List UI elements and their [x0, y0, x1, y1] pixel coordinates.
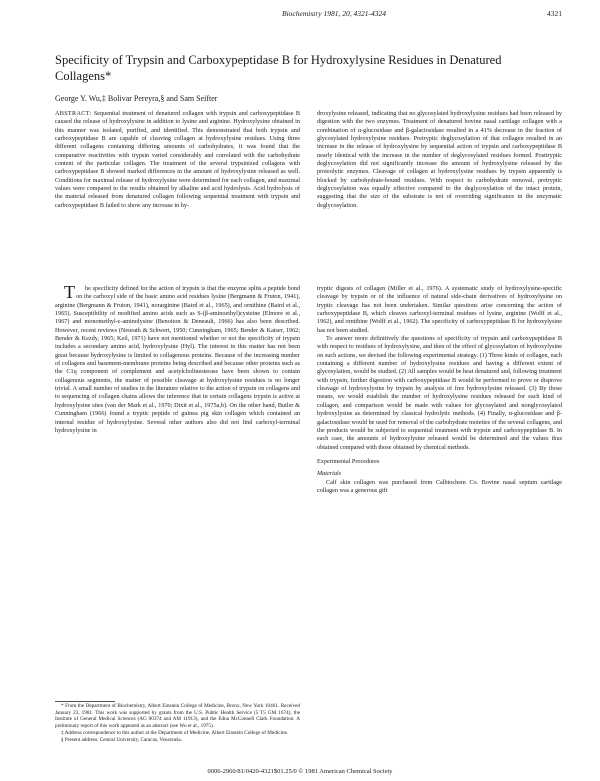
materials-paragraph: Calf skin collagen was purchased from Calbiochem Co. Bovine nasal septum cartilage collagen was a generous gift — [317, 478, 562, 494]
body-left-column — [55, 282, 300, 435]
intro-continuation: tryptic digests of collagen (Miller et al., 1976). A systematic study of hydroxylysine-specific cleavage by trypsin or of the influence of natural side-chain derivatives of hydroxylysine on tryptic cleavage has not been undertaken. Similar questions arise concerning the action of carboxypeptidase B, which cleaves carboxyl-terminal residues of lysine, arginine (Wolff et al., 1962), and ornithine (Wolff et al., 1962). The specificity of carboxypeptidase B for hydroxylysine has not been studied. — [317, 285, 562, 334]
strategy-paragraph: To answer more definitively the questions of specificity of trypsin and carboxypeptidase B with respect to residues of hydroxylysine, and then of the effect of glycosylation of hydroxylysine on such actions, we devised the following experimental strategy. (1) Three kinds of collagen, each containing a different number of hydroxylysine residues and having a different extent of glycosylation, would be studied. (2) All samples would be heat denatured and, following treatment with trypsin, further digestion with carboxypeptidase B would be performed to prove or disprove cleavage of hydroxylysine by trypsin by analysis of free hydroxylysine released. (3) By those means, we would establish the number of hydroxylysine residues released for each kind of collagen, and comparison would be made with values for glycosylated and nonglycosylated hydroxylysine as determined by classical hydrolytic methods. (4) Finally, α-glucosidase and β-galactosidase would be used for removal of the carbohydrate moieties of the several collagens, and the products would be subjected to sequential treatment with trypsin and carboxypeptidase B. In each case, the amounts of hydroxylysine released would be determined and the values thus obtained compared with those obtained by chemical methods. — [317, 335, 562, 451]
footnote-1: * From the Department of Biochemistry, Albert Einstein College of Medicine, Bronx, New York 10461. Received January 23, 1981. This work was supported by grants from the U.S. Public Health Service (5 T5 GM 1674), the Institute of General Medical Sciences (AG 00374 and AM 11913), and the Edna McConnell Clark Foundation. A preliminary report of this work appeared as an abstract (see Wu et al., 1975). — [55, 703, 300, 730]
footnotes — [55, 703, 300, 743]
article-title: Specificity of Trypsin and Carboxypeptidase B for Hydroxylysine Residues in Denatured Collagens* — [55, 53, 502, 83]
running-header-page-number: 4321 — [547, 9, 562, 18]
running-header-journal: Biochemistry 1981, 20, 4321-4324 — [282, 9, 386, 18]
drop-cap: T — [64, 282, 75, 302]
intro-paragraph — [55, 282, 300, 435]
abstract-paragraph-left — [55, 110, 300, 210]
abstract-text-left: Sequential treatment of denatured collagen with trypsin and carboxypeptidase B caused the release of hydroxylysine in addition to lysine and arginine. Hydroxylysine obtained in this manner was isolated, purified, and identified. This demonstrated that both trypsin and carboxypeptidase B are capable of cleaving collagen at hydroxylysine residues. Using three different collagens containing differing amounts of carbohydrates, it was found that the comparative reactivities with trypsin varied considerably and correlated with the carbohydrate content of the particular collagen. The treatment of the several trypsinized collagens with carboxypeptidase B showed marked differences in the amount of hydroxylysine released as well. Conditions for maximal release of hydroxylysine were determined for each collagen, and maximal values were compared to the results obtained by alkaline and acid hydrolysis. Acid hydrolysis of the material released from denatured collagen following sequential treatment with trypsin and carboxypeptidase B failed to show any increase in hy- — [55, 110, 300, 209]
author-line: George Y. Wu,‡ Bolivar Pereyra,§ and Sam Seifter — [55, 94, 218, 103]
body-right-column — [317, 285, 562, 495]
intro-text: he specificity defined for the action of trypsin is that the enzyme splits a peptide bond on the carboxyl side of the basic amino acid residues lysine (Bergmann & Fruton, 1941), arginine (Bergmann & Fruton, 1941), norarginine (Baird et al., 1965), and ornithine (Baird et al., 1965). Susceptibility of modified amino acids such as S-(β-aminoethyl)cysteine (Elmore et al., 1967) and monomethyl-ε-aminolysine (Benoiton & Deneault, 1966) has also been described. However, recent reviews (Neurath & Schwert, 1950; Cunningham, 1965; Bender & Kaiser, 1962; Bender & Kezdy, 1965; Keil, 1971) have not mentioned whether or not the specificity of trypsin includes a secondary amino acid, hydroxylysine (Hyl). The interest in this matter has not been great because hydroxylysine is limited to collagenous proteins. Because of the increasing number of collagens and basement-membrane proteins being described and because other proteins such as the C1q component of complement and acetylcholinesterase have been shown to contain collagenous segments, the matter of possible cleavage at hydroxylysine residues is no longer trivial. A small number of studies in the literature relative to the action of trypsin on collagens and to sequencing of collagen chains allows the inference that in certain collagens trypsin is active at hydroxylysine sites (van der Mark et al., 1970; Dixit et al., 1975a,b). On the other hand, Butler & Cunningham (1966) found a tryptic peptide of guinea pig skin collagen which contained an internal residue of hydroxylysine. Several other authors also did not find carboxyl-terminal hydroxylysine in — [55, 285, 300, 434]
footnote-rule — [55, 701, 115, 702]
footnote-2: ‡ Address correspondence to this author at the Department of Medicine, Albert Einstein College of Medicine. — [61, 729, 289, 736]
abstract-text-right: droxylysine released, indicating that no glycosylated hydroxylysine residues had been released by digestion with the two enzymes. Treatment of denatured bovine nasal cartilage collagen with a combination of α-glucosidase and β-galactosidase resulted in a 41% decrease in the fraction of glycosylated hydroxylysine residues. Pretryptic deglycosylation of that collagen resulted in an increase in the release of hydroxylysine by sequential action of trypsin and carboxypeptidase B nearly identical with the increase in the number of deglycosylated residues formed. Posttryptic deglycosylation did not significantly increase the amount of hydroxylysine released by the proteolytic enzymes. Cleavage of collagen at hydroxylysine residues by trypsin apparently is blocked by carbohydrate-bound residues. With respect to carbohydrate removal, pretryptic deglycosylation was equally effective compared to the deglycosylation of the intact protein, suggesting that the size of the substrate is not of overriding significance in the enzymatic deglycosylation. — [317, 110, 562, 209]
subsection-heading-materials: Materials — [317, 470, 342, 478]
abstract-right-column — [317, 110, 562, 210]
abstract-left-column — [55, 110, 300, 210]
copyright-line: 0006-2960/81/0420-4321$01.25/0 © 1981 American Chemical Society — [207, 768, 393, 775]
abstract-label: ABSTRACT: — [55, 110, 92, 117]
footnote-3: § Present address: Central University, Caracas, Venezuela. — [61, 736, 182, 743]
section-heading-experimental: Experimental Procedures — [317, 457, 380, 465]
